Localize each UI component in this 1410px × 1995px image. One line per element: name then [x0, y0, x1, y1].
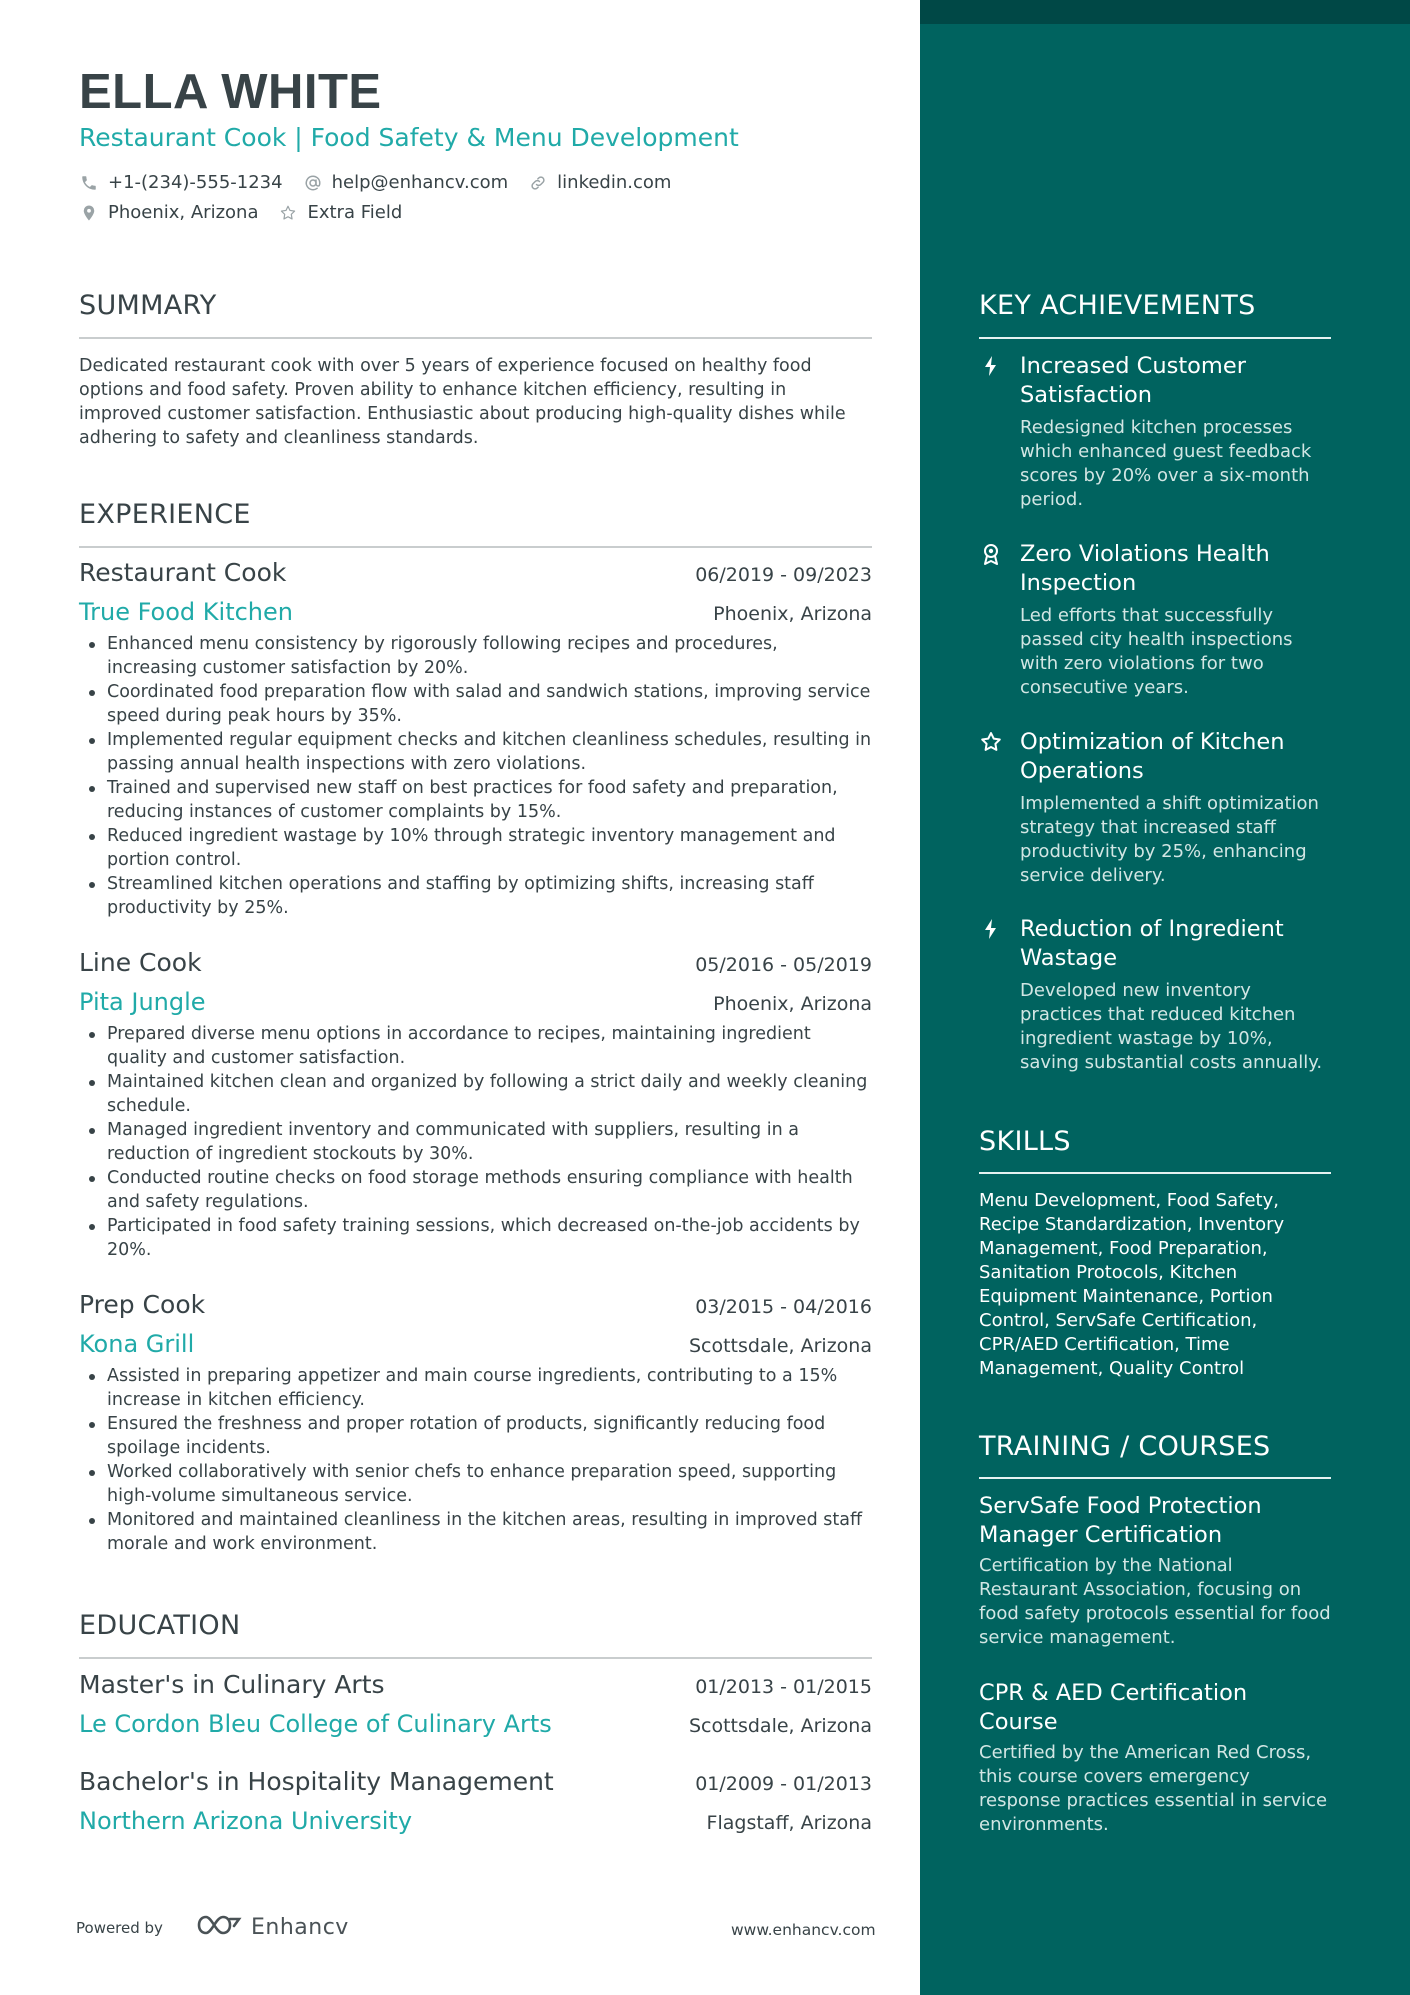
- contact-row-2: [79, 202, 422, 223]
- job-bullet: Monitored and maintained cleanliness in the kitchen areas, resulting in improved staff morale and work environment.: [79, 1508, 872, 1556]
- award-ribbon-icon: [979, 542, 1003, 566]
- course-title: CPR & AED Certification Course: [979, 1680, 1248, 1735]
- job-company: Kona Grill: [79, 1330, 195, 1358]
- course-desc: Certification by the National Restaurant Association, focusing on food safety protocols essential for food service management.: [979, 1555, 1331, 1648]
- at-icon: [303, 173, 323, 193]
- education-location: Flagstaff, Arizona: [706, 1812, 872, 1834]
- job-bullet: Enhanced menu consistency by rigorously following recipes and procedures, increasing customer satisfaction by 20%.: [79, 632, 872, 680]
- contact-email-text: help@enhancv.com: [331, 172, 509, 193]
- job-dates: 03/2015 - 04/2016: [695, 1296, 872, 1318]
- link-icon: [528, 173, 548, 193]
- job-bullet: Streamlined kitchen operations and staffing by optimizing shifts, increasing staff productivity by 25%.: [79, 872, 872, 920]
- education-dates: 01/2013 - 01/2015: [695, 1676, 872, 1698]
- education-degree: Master's in Culinary Arts: [79, 1670, 385, 1699]
- job-bullets: [79, 1364, 872, 1556]
- education-location: Scottsdale, Arizona: [688, 1715, 872, 1737]
- achievement-title: Optimization of Kitchen Operations: [1020, 729, 1285, 784]
- skills-list: Menu Development, Food Safety, Recipe Standardization, Inventory Management, Food Preparation, Sanitation Protocols, Kitchen Equipment Maintenance, Portion Control, ServSafe Certification, CPR/AED Certification, Time Management, Quality Control: [979, 1190, 1285, 1379]
- job-bullets: [79, 1022, 872, 1262]
- job-bullet: Maintained kitchen clean and organized by following a strict daily and weekly cleaning schedule.: [79, 1070, 872, 1118]
- job-company: Pita Jungle: [79, 988, 206, 1016]
- summary-divider: [79, 337, 872, 339]
- education-entry: [79, 1767, 872, 1841]
- education-title: EDUCATION: [79, 1610, 241, 1641]
- enhancv-brand: Enhancv: [251, 1914, 349, 1940]
- job-dates: 05/2016 - 05/2019: [695, 954, 872, 976]
- job-bullet: Worked collaboratively with senior chefs to enhance preparation speed, supporting high-volume simultaneous service.: [79, 1460, 872, 1508]
- job-title: Restaurant Cook: [79, 558, 287, 587]
- job-entry: [79, 558, 872, 920]
- location-pin-icon: [79, 203, 99, 223]
- course-item: [979, 1679, 1331, 1837]
- star-outline-icon: [979, 730, 1003, 754]
- powered-by-label: Powered by: [76, 1919, 163, 1937]
- contact-phone[interactable]: [79, 172, 283, 193]
- footer-url[interactable]: www.enhancv.com: [731, 1921, 876, 1939]
- experience-divider: [79, 546, 872, 548]
- job-title: Line Cook: [79, 948, 202, 977]
- experience-title: EXPERIENCE: [79, 499, 251, 530]
- contact-location-text: Phoenix, Arizona: [108, 202, 259, 223]
- education-degree: Bachelor's in Hospitality Management: [79, 1767, 554, 1796]
- job-location: Scottsdale, Arizona: [688, 1335, 872, 1357]
- achievement-title: Zero Violations Health Inspection: [1020, 541, 1270, 596]
- lightning-bolt-icon: [979, 354, 1003, 378]
- job-bullet: Assisted in preparing appetizer and main course ingredients, contributing to a 15% increase in kitchen efficiency.: [79, 1364, 872, 1412]
- training-title: TRAINING / COURSES: [979, 1431, 1271, 1462]
- job-bullet: Trained and supervised new staff on best practices for food safety and preparation, reducing instances of customer complaints by 15%.: [79, 776, 872, 824]
- contact-linkedin-text: linkedin.com: [557, 172, 672, 193]
- job-bullet: Managed ingredient inventory and communicated with suppliers, resulting in a reduction of ingredient stockouts by 30%.: [79, 1118, 872, 1166]
- job-location: Phoenix, Arizona: [713, 603, 872, 625]
- job-dates: 06/2019 - 09/2023: [695, 564, 872, 586]
- candidate-name: ELLA WHITE: [79, 65, 382, 119]
- achievement-desc: Developed new inventory practices that reduced kitchen ingredient wastage by 10%, saving substantial costs annually.: [1020, 980, 1323, 1073]
- enhancv-logo[interactable]: [195, 1910, 349, 1944]
- contact-extra: [278, 202, 402, 223]
- job-bullet: Implemented regular equipment checks and kitchen cleanliness schedules, resulting in passing annual health inspections with zero violations.: [79, 728, 872, 776]
- job-title: Prep Cook: [79, 1290, 206, 1319]
- job-bullet: Coordinated food preparation flow with salad and sandwich stations, improving service speed during peak hours by 35%.: [79, 680, 872, 728]
- training-divider: [979, 1477, 1331, 1479]
- job-bullet: Ensured the freshness and proper rotation of products, significantly reducing food spoilage incidents.: [79, 1412, 872, 1460]
- job-bullets: [79, 632, 872, 920]
- job-entry: [79, 948, 872, 1262]
- course-item: [979, 1492, 1331, 1650]
- contact-email[interactable]: [303, 172, 509, 193]
- job-entry: [79, 1290, 872, 1556]
- achievements-title: KEY ACHIEVEMENTS: [979, 290, 1256, 321]
- contact-location: [79, 202, 258, 223]
- job-location: Phoenix, Arizona: [713, 993, 872, 1015]
- contact-extra-text: Extra Field: [307, 202, 403, 223]
- achievements-divider: [979, 337, 1331, 339]
- sidebar: [920, 0, 1410, 1995]
- education-school: Le Cordon Bleu College of Culinary Arts: [79, 1710, 552, 1738]
- course-title: ServSafe Food Protection Manager Certification: [979, 1493, 1262, 1548]
- skills-divider: [979, 1172, 1331, 1174]
- job-bullet: Participated in food safety training sessions, which decreased on-the-job accidents by 20%.: [79, 1214, 872, 1262]
- education-school: Northern Arizona University: [79, 1807, 413, 1835]
- summary-title: SUMMARY: [79, 290, 217, 321]
- achievement-desc: Implemented a shift optimization strategy that increased staff productivity by 25%, enhancing service delivery.: [1020, 793, 1319, 886]
- achievement-desc: Led efforts that successfully passed city health inspections with zero violations for two consecutive years.: [1020, 605, 1293, 698]
- lightning-bolt-icon: [979, 917, 1003, 941]
- contact-row-1: [79, 172, 691, 193]
- candidate-headline: Restaurant Cook | Food Safety & Menu Development: [79, 123, 739, 152]
- achievement-title: Increased Customer Satisfaction: [1020, 353, 1246, 408]
- phone-icon: [79, 173, 99, 193]
- job-company: True Food Kitchen: [79, 598, 293, 626]
- achievement-title: Reduction of Ingredient Wastage: [1020, 916, 1284, 971]
- job-bullet: Reduced ingredient wastage by 10% through strategic inventory management and portion control.: [79, 824, 872, 872]
- education-divider: [79, 1657, 872, 1659]
- sidebar-content: [979, 0, 1331, 1995]
- job-bullet: Prepared diverse menu options in accordance to recipes, maintaining ingredient quality and customer satisfaction.: [79, 1022, 872, 1070]
- enhancv-logo-icon: [195, 1910, 243, 1944]
- education-entry: [79, 1670, 872, 1744]
- summary-text: Dedicated restaurant cook with over 5 years of experience focused on healthy food options and food safety. Proven ability to enhance kitchen efficiency, resulting in improved customer satisfaction. Enthusiastic about producing high-quality dishes while adhering to safety and cleanliness standards.: [79, 356, 846, 448]
- skills-title: SKILLS: [979, 1126, 1071, 1157]
- achievement-desc: Redesigned kitchen processes which enhanced guest feedback scores by 20% over a six-month period.: [1020, 417, 1312, 510]
- contact-linkedin[interactable]: [528, 172, 671, 193]
- star-icon: [278, 203, 298, 223]
- contact-phone-text: +1-(234)-555-1234: [108, 172, 283, 193]
- education-dates: 01/2009 - 01/2013: [695, 1773, 872, 1795]
- job-bullet: Conducted routine checks on food storage methods ensuring compliance with health and safety regulations.: [79, 1166, 872, 1214]
- course-desc: Certified by the American Red Cross, this course covers emergency response practices essential in service environments.: [979, 1742, 1328, 1835]
